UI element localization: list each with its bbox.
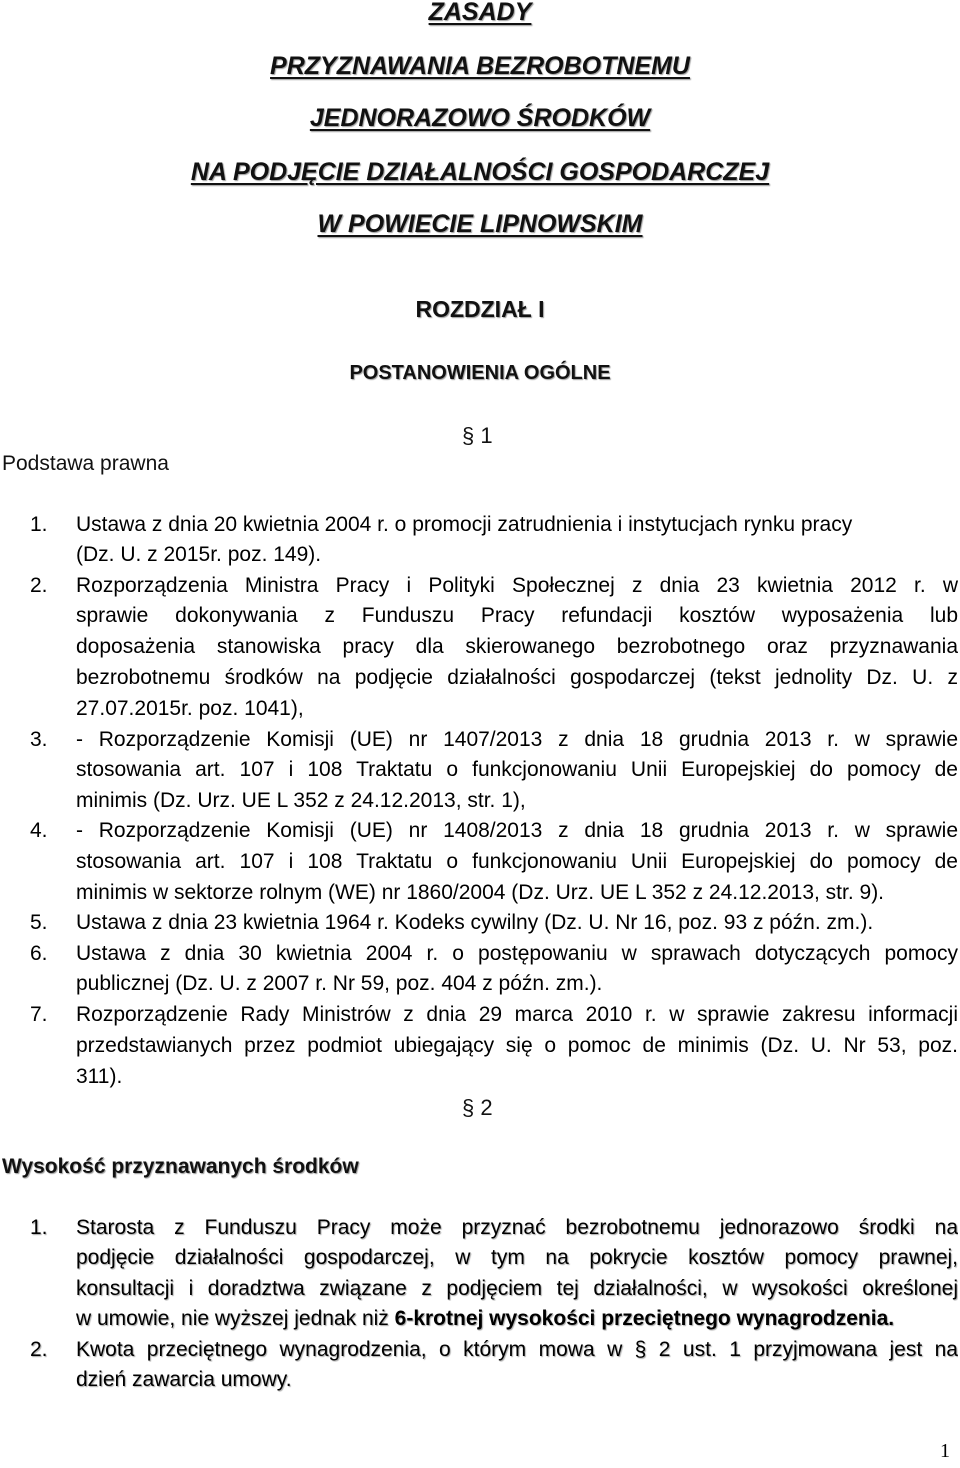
list-item-line: 27.07.2015r. poz. 1041), [76, 697, 304, 720]
list-item [30, 513, 48, 537]
section-1-mark: § 1 [462, 423, 493, 448]
list-item-line: dzień zawarcia umowy. [76, 1368, 292, 1391]
list-item [30, 819, 48, 843]
doc-title-line-4: NA PODJĘCIE DZIAŁALNOŚCI GOSPODARCZEJ [190, 158, 770, 186]
list-item-line: przedstawianych przez podmiot ubiegający się o pomoc de minimis (Dz. U. Nr 53, poz. [76, 1034, 958, 1057]
doc-title-line-1: ZASADY [428, 0, 532, 26]
list-item-number: 3. [30, 728, 48, 751]
list-item [30, 1216, 48, 1240]
list-item-number: 1. [30, 1216, 48, 1239]
list-item-line: - Rozporządzenie Komisji (UE) nr 1408/2013 z dnia 18 grudnia 2013 r. w sprawie [76, 819, 958, 842]
page-number: 1 [940, 1440, 950, 1462]
list-item-line: bezrobotnemu środków na podjęcie działalności gospodarczej (tekst jednolity Dz. U. z [76, 666, 958, 689]
list-item-line: minimis w sektorze rolnym (WE) nr 1860/2004 (Dz. Urz. UE L 352 z 24.12.2013, str. 9). [76, 881, 885, 904]
list-item [30, 1003, 48, 1027]
list-item-line: Ustawa z dnia 30 kwietnia 2004 r. o postępowaniu w sprawach dotyczących pomocy [76, 942, 958, 965]
list-item-line [76, 1307, 894, 1331]
list-item-line: Ustawa z dnia 20 kwietnia 2004 r. o promocji zatrudnienia i instytucjach rynku pracy [76, 513, 853, 536]
section-1-heading: Podstawa prawna [2, 452, 169, 475]
list-item [30, 574, 48, 598]
list-item-emphasis: 6-krotnej wysokości przeciętnego wynagrodzenia. [394, 1307, 895, 1330]
list-item-line: Starosta z Funduszu Pracy może przyznać bezrobotnemu jednorazowo środki na [76, 1216, 958, 1239]
chapter-heading: ROZDZIAŁ I [415, 296, 545, 322]
list-item [30, 942, 48, 966]
list-item-line: 311). [76, 1065, 123, 1088]
list-item-line: Kwota przeciętnego wynagrodzenia, o którym mowa w § 2 ust. 1 przyjmowana jest na [76, 1338, 958, 1361]
list-item-number: 4. [30, 819, 48, 842]
list-item-number: 5. [30, 911, 48, 934]
doc-title-line-3: JEDNORAZOWO ŚRODKÓW [309, 104, 651, 132]
section-2-heading: Wysokość przyznawanych środków [2, 1155, 359, 1178]
list-item-line: podjęcie działalności gospodarczej, w tym na pokrycie kosztów pomocy prawnej, [76, 1246, 958, 1269]
list-item [30, 911, 48, 935]
doc-title-line-5: W POWIECIE LIPNOWSKIM [317, 210, 643, 238]
list-item-text: w umowie, nie wyższej jednak niż [76, 1307, 395, 1330]
list-item-line: doposażenia stanowiska pracy dla skierowanego bezrobotnego oraz przyznawania [76, 635, 958, 658]
list-item-line: publicznej (Dz. U. z 2007 r. Nr 59, poz. 404 z późn. zm.). [76, 972, 603, 995]
list-item-number: 2. [30, 574, 48, 597]
chapter-subtitle: POSTANOWIENIA OGÓLNE [349, 362, 611, 384]
list-item-line: minimis (Dz. Urz. UE L 352 z 24.12.2013, str. 1), [76, 789, 526, 812]
list-item-number: 6. [30, 942, 48, 965]
list-item-line: Rozporządzenie Rady Ministrów z dnia 29 marca 2010 r. w sprawie zakresu informacji [76, 1003, 958, 1026]
list-item-line: (Dz. U. z 2015r. poz. 149). [76, 543, 322, 566]
list-item-line: stosowania art. 107 i 108 Traktatu o funkcjonowaniu Unii Europejskiej do pomocy de [76, 850, 958, 873]
list-item-line: sprawie dokonywania z Funduszu Pracy refundacji kosztów wyposażenia lub [76, 604, 958, 627]
list-item-line: stosowania art. 107 i 108 Traktatu o funkcjonowaniu Unii Europejskiej do pomocy de [76, 758, 958, 781]
list-item-line: Ustawa z dnia 23 kwietnia 1964 r. Kodeks cywilny (Dz. U. Nr 16, poz. 93 z późn. zm.). [76, 911, 874, 934]
list-item-number: 1. [30, 513, 48, 536]
list-item [30, 1338, 48, 1362]
section-2-mark: § 2 [462, 1095, 493, 1120]
list-item-number: 2. [30, 1338, 48, 1361]
list-item-line: konsultacji i doradztwa związane z podjęciem tej działalności, w wysokości określonej [76, 1277, 958, 1300]
list-item-line: Rozporządzenia Ministra Pracy i Polityki Społecznej z dnia 23 kwietnia 2012 r. w [76, 574, 958, 597]
list-item-line: - Rozporządzenie Komisji (UE) nr 1407/2013 z dnia 18 grudnia 2013 r. w sprawie [76, 728, 958, 751]
doc-title-line-2: PRZYZNAWANIA BEZROBOTNEMU [270, 52, 690, 80]
list-item [30, 728, 48, 752]
list-item-number: 7. [30, 1003, 48, 1026]
